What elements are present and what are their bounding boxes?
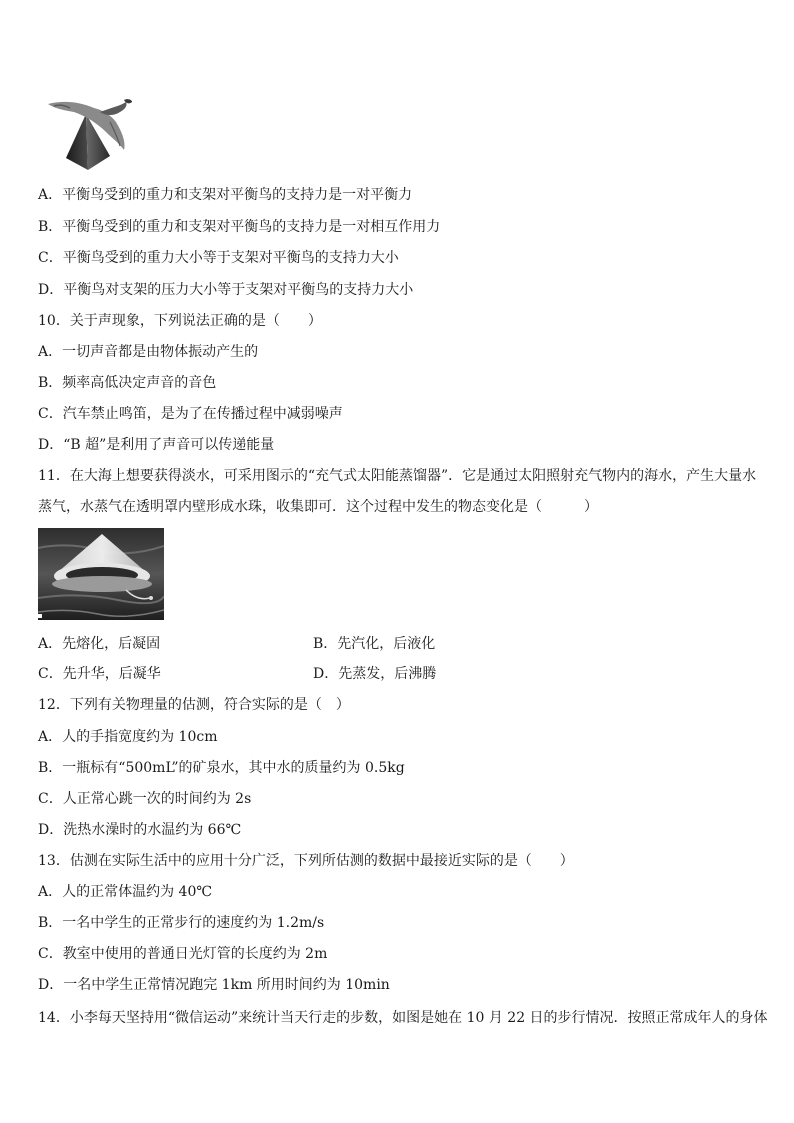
q12-option-d: D．洗热水澡时的水温约为 66℃ [38, 822, 242, 838]
q10-option-d: D．“B 超”是利用了声音可以传递能量 [38, 437, 275, 453]
q10-stem: 10．关于声现象，下列说法正确的是（ ） [38, 313, 322, 329]
q13-option-b: B．一名中学生的正常步行的速度约为 1.2m/s [38, 915, 325, 931]
q10-option-c: C．汽车禁止鸣笛，是为了在传播过程中减弱噪声 [38, 406, 343, 422]
solar-still-figure [38, 528, 164, 620]
q10-option-a: A．一切声音都是由物体振动产生的 [38, 344, 259, 360]
q9-option-c: C．平衡鸟受到的重力大小等于支架对平衡鸟的支持力大小 [38, 250, 399, 266]
q11-option-a: A．先熔化，后凝固 [38, 636, 161, 652]
q9-option-d: D．平衡鸟对支架的压力大小等于支架对平衡鸟的支持力大小 [38, 282, 414, 298]
q11-option-b: B．先汽化，后液化 [313, 636, 436, 652]
q11-stem-line1: 11．在大海上想要获得淡水，可采用图示的“充气式太阳能蒸馏器”．它是通过太阳照射充气物内的海水，产生大量水 [38, 468, 757, 484]
q13-option-a: A．人的正常体温约为 40℃ [38, 884, 213, 900]
q13-stem: 13．估测在实际生活中的应用十分广泛，下列所估测的数据中最接近实际的是（ ） [38, 853, 574, 869]
q10-option-b: B．频率高低决定声音的音色 [38, 375, 217, 391]
q14-stem-line1: 14．小李每天坚持用“微信运动”来统计当天行走的步数，如图是她在 10 月 22 日的步行情况．按照正常成年人的身体 [38, 1010, 768, 1026]
q12-option-b: B．一瓶标有“500mL”的矿泉水，其中水的质量约为 0.5kg [38, 760, 405, 776]
q13-option-c: C．教室中使用的普通日光灯管的长度约为 2m [38, 946, 328, 962]
q13-option-d: D．一名中学生正常情况跑完 1km 所用时间约为 10min [38, 977, 390, 993]
q9-option-b: B．平衡鸟受到的重力和支架对平衡鸟的支持力是一对相互作用力 [38, 219, 441, 235]
q11-option-d: D．先蒸发，后沸腾 [313, 666, 437, 682]
q9-option-a: A．平衡鸟受到的重力和支架对平衡鸟的支持力是一对平衡力 [38, 187, 413, 203]
q12-stem: 12．下列有关物理量的估测，符合实际的是（ ） [38, 697, 350, 713]
q12-option-a: A．人的手指宽度约为 10cm [38, 729, 218, 745]
balance-bird-figure [40, 92, 136, 172]
q11-stem-line2: 蒸气，水蒸气在透明罩内壁形成水珠，收集即可．这个过程中发生的物态变化是（ ） [38, 499, 598, 515]
q11-option-c: C．先升华，后凝华 [38, 666, 161, 682]
q12-option-c: C．人正常心跳一次的时间约为 2s [38, 791, 252, 807]
